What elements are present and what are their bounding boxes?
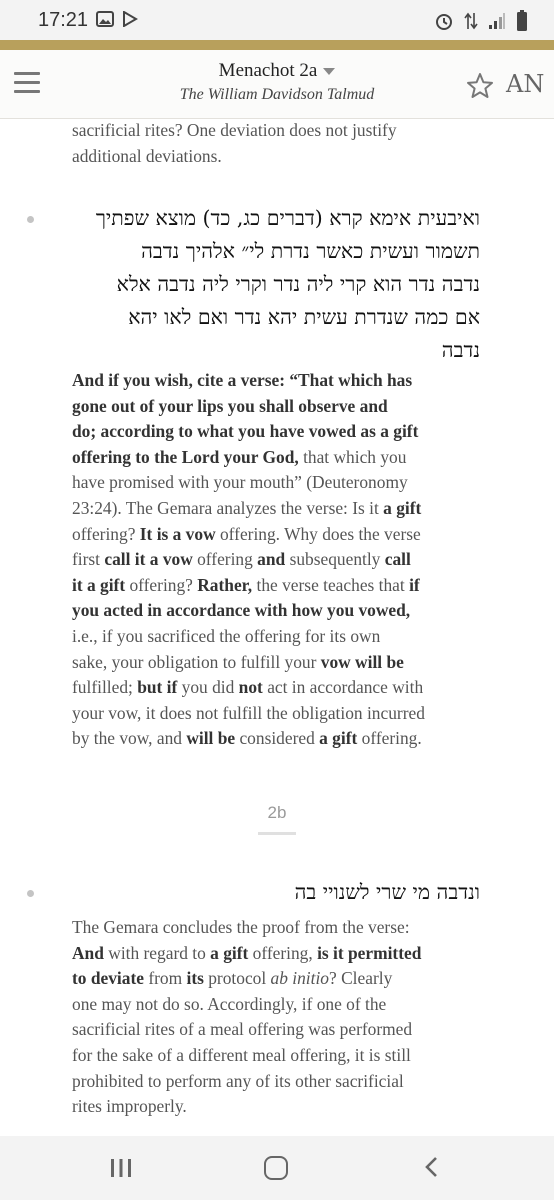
text-run: one may not do so. Accordingly, if one of the bbox=[72, 993, 387, 1014]
text-run: considered bbox=[235, 728, 320, 749]
english-line bbox=[72, 650, 492, 676]
english-line bbox=[72, 470, 492, 496]
english-line bbox=[72, 1094, 492, 1120]
english-fragment-top bbox=[72, 118, 492, 169]
text-run: 23:24). The Gemara analyzes the verse: Is it bbox=[72, 497, 384, 518]
segment-bullet bbox=[27, 216, 34, 223]
segment-bullet bbox=[27, 890, 34, 897]
alarm-icon bbox=[434, 11, 454, 31]
status-notification-icons bbox=[96, 11, 138, 27]
hebrew-line: תשמור ועשית כאשר נדרת לי״ אלהיך נדבה bbox=[141, 239, 480, 263]
hebrew-line: אם כמה שנדרת עשית יהא נדר ואם לאו יהא bbox=[128, 305, 480, 329]
text-run: that which you bbox=[298, 446, 407, 467]
bold-text-run: to deviate bbox=[72, 968, 144, 989]
bold-text-run: its bbox=[186, 968, 204, 989]
text-run: sake, your obligation to fulfill your bbox=[72, 651, 321, 672]
english-line bbox=[72, 547, 492, 573]
text-run: ? bbox=[127, 523, 140, 544]
battery-icon bbox=[516, 10, 528, 32]
english-line bbox=[72, 445, 492, 471]
bold-text-run: if bbox=[409, 574, 420, 595]
bold-text-run: And if you wish, cite a verse: “That which has bbox=[72, 370, 413, 390]
hebrew-line: ונדבה מי שרי לשנויי בה bbox=[294, 880, 480, 904]
daf-marker: 2b bbox=[267, 803, 287, 822]
home-icon[interactable] bbox=[264, 1156, 288, 1180]
text-run: offering. Why does the verse bbox=[215, 523, 421, 544]
text-run: i.e., if you sacrificed the offering for its own bbox=[72, 625, 381, 646]
english-line bbox=[72, 598, 492, 624]
star-icon[interactable] bbox=[466, 72, 494, 100]
english-line bbox=[72, 1043, 492, 1069]
fragment-line: sacrificial rites? One deviation does not justify bbox=[72, 120, 397, 140]
text-run: rites improperly. bbox=[72, 1096, 187, 1117]
signal-icon bbox=[488, 12, 506, 30]
english-segment-1[interactable] bbox=[72, 368, 492, 752]
text-run: ? Clearly bbox=[329, 968, 393, 989]
english-line bbox=[72, 419, 492, 445]
text-run: the verse teaches that bbox=[252, 574, 410, 595]
english-line bbox=[72, 522, 492, 548]
hebrew-segment-1[interactable] bbox=[72, 202, 480, 367]
bold-text-run: not bbox=[238, 677, 263, 698]
text-run: from bbox=[143, 968, 187, 989]
hebrew-line: נדבה bbox=[441, 338, 480, 362]
bold-text-run: is it permitted bbox=[317, 942, 422, 963]
text-run: offering bbox=[72, 523, 128, 544]
text-run: sacrificial rites of a meal offering was performed bbox=[72, 1019, 413, 1040]
bold-text-run: Rather, bbox=[197, 574, 253, 595]
hebrew-segment-2[interactable] bbox=[72, 876, 480, 909]
recent-apps-icon[interactable] bbox=[110, 1158, 132, 1178]
status-bar bbox=[0, 0, 554, 40]
bold-text-run: but if bbox=[137, 677, 178, 698]
bold-text-run: will be bbox=[186, 728, 236, 749]
text-run: by the vow, and bbox=[72, 728, 187, 749]
daf-marker-underline bbox=[258, 832, 296, 835]
text-run: fulfilled; bbox=[72, 677, 138, 698]
text-run: subsequently bbox=[285, 549, 385, 570]
english-line bbox=[72, 1017, 492, 1043]
english-line bbox=[72, 368, 492, 394]
bold-text-run: a gift bbox=[210, 942, 249, 963]
text-run: your vow, it does not fulfill the obligation incurred bbox=[72, 702, 425, 723]
english-line bbox=[72, 701, 492, 727]
english-line bbox=[72, 992, 492, 1018]
text-run: act in accordance with bbox=[262, 677, 424, 698]
text-run: protocol bbox=[203, 968, 271, 989]
status-time: 17:21 bbox=[38, 9, 89, 31]
text-run: for the sake of a different meal offering, it is still bbox=[72, 1044, 411, 1065]
bold-text-run: vow will be bbox=[320, 651, 404, 672]
text-run: have promised with your mouth” (Deuteronomy bbox=[72, 472, 408, 493]
text-run: with regard to bbox=[103, 942, 211, 963]
chevron-down-icon bbox=[323, 68, 335, 75]
text-run: first bbox=[72, 549, 105, 570]
play-store-icon bbox=[122, 11, 138, 27]
english-line bbox=[72, 941, 492, 967]
page-subtitle: The William Davidson Talmud bbox=[179, 86, 375, 103]
image-icon bbox=[96, 11, 114, 27]
english-line bbox=[72, 394, 492, 420]
english-line bbox=[72, 966, 492, 992]
bold-text-run: call it a vow bbox=[104, 549, 193, 570]
text-run: offering? bbox=[125, 574, 198, 595]
english-line bbox=[72, 573, 492, 599]
hebrew-line: נדבה נדר הוא קרי ליה נדר וקרי ליה נדבה אלא bbox=[116, 272, 480, 296]
bold-text-run: a gift bbox=[319, 728, 358, 749]
back-icon[interactable] bbox=[424, 1156, 438, 1178]
english-line bbox=[72, 915, 492, 941]
text-run: prohibited to perform any of its other sacrificial bbox=[72, 1070, 404, 1091]
english-line bbox=[72, 726, 492, 752]
text-run: you did bbox=[177, 677, 239, 698]
english-segment-2[interactable] bbox=[72, 915, 492, 1120]
bold-text-run: it a gift bbox=[72, 574, 126, 595]
text-run: offering, bbox=[248, 942, 318, 963]
text-run: offering bbox=[192, 549, 258, 570]
text-run: The Gemara concludes the proof from the verse: bbox=[72, 917, 410, 937]
text-reader[interactable] bbox=[0, 118, 554, 1136]
fragment-line: additional deviations. bbox=[72, 145, 222, 166]
hebrew-line: ואיבעית אימא קרא (דברים כג, כד) מוצא שפתיך bbox=[95, 206, 480, 230]
text-run: ab initio bbox=[270, 968, 330, 989]
bold-text-run: gone out of your lips you shall observe and bbox=[72, 395, 388, 416]
bold-text-run: And bbox=[72, 942, 104, 963]
bold-text-run: call bbox=[384, 549, 411, 570]
page-title-text: Menachot 2a bbox=[218, 60, 318, 81]
app-header bbox=[0, 50, 554, 119]
english-line bbox=[72, 624, 492, 650]
text-run: offering. bbox=[357, 728, 422, 749]
status-system-icons bbox=[434, 10, 528, 32]
bold-text-run: you acted in accordance with how you vowed, bbox=[72, 600, 411, 621]
english-line bbox=[72, 675, 492, 701]
data-transfer-icon bbox=[464, 11, 478, 31]
language-toggle-button[interactable]: AN bbox=[506, 70, 545, 98]
system-nav-bar bbox=[0, 1136, 554, 1200]
bold-text-run: do; according to what you have vowed as a gift bbox=[72, 421, 419, 442]
bold-text-run: offering to the Lord your God, bbox=[72, 446, 299, 467]
bold-text-run: It is a vow bbox=[139, 523, 216, 544]
english-line bbox=[72, 1069, 492, 1095]
english-line bbox=[72, 496, 492, 522]
accent-bar bbox=[0, 40, 554, 50]
bold-text-run: a gift bbox=[383, 497, 422, 518]
bold-text-run: and bbox=[257, 549, 286, 570]
